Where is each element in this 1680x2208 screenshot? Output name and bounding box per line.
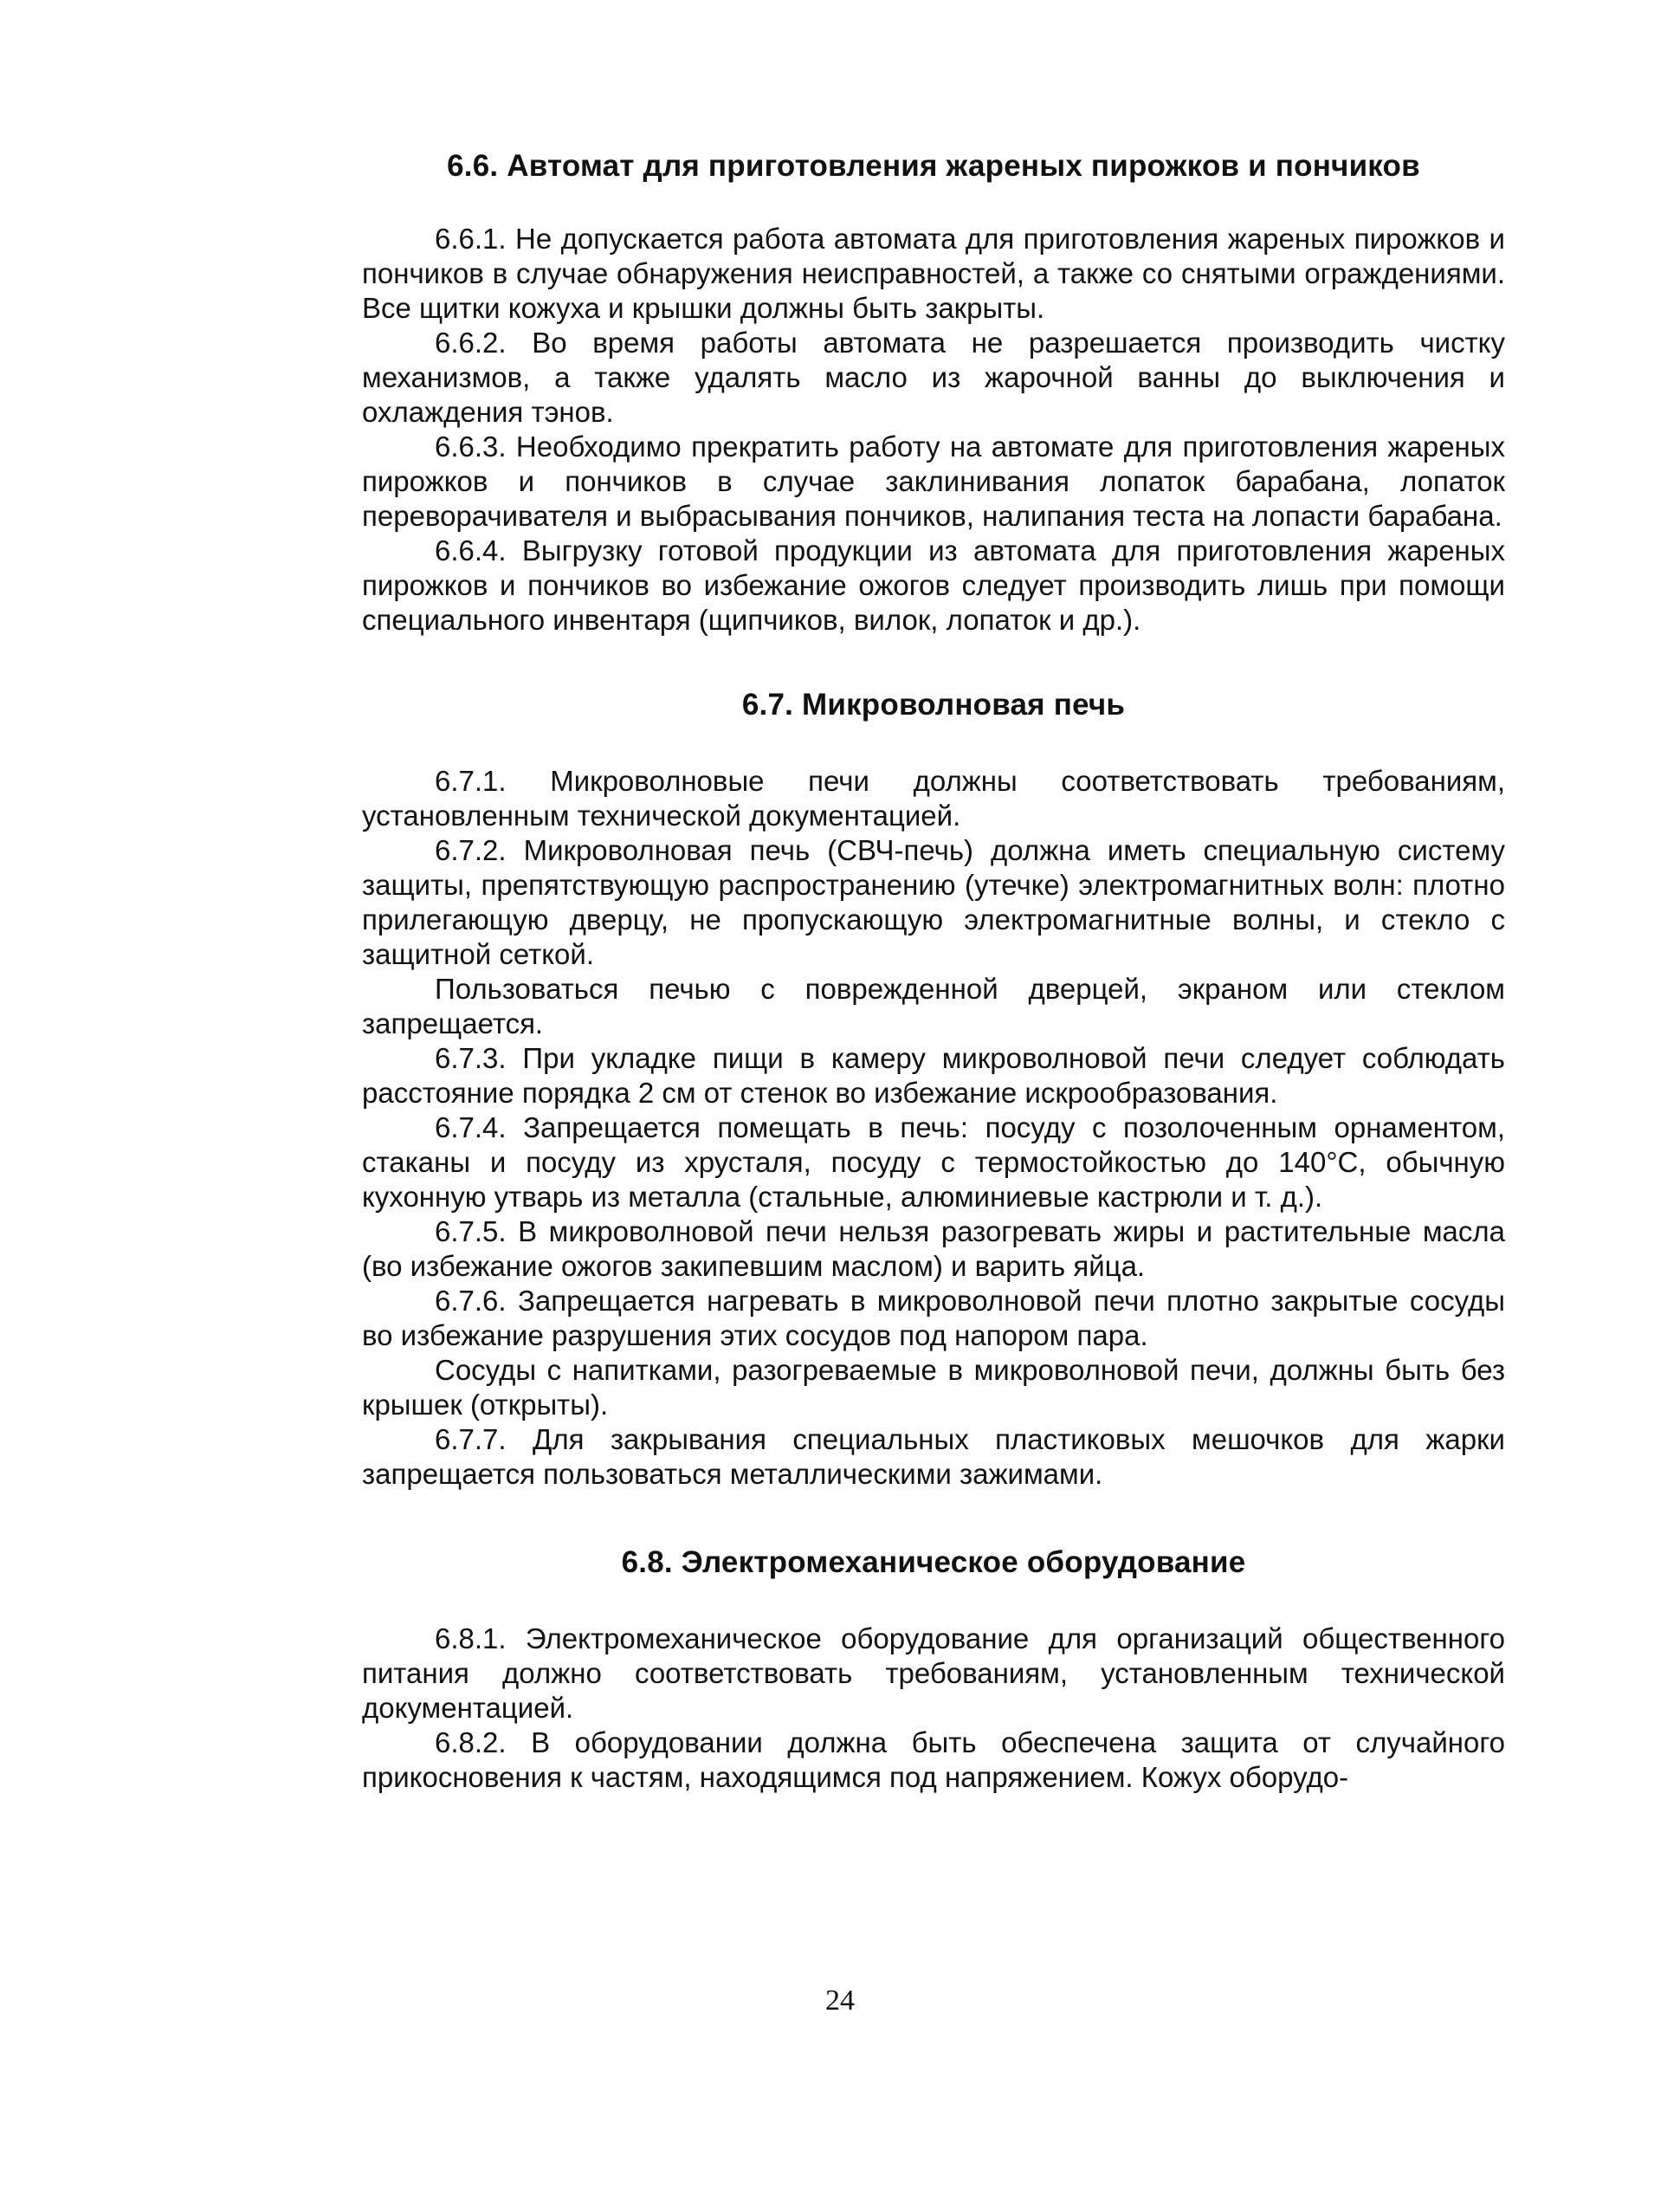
paragraph-6-7-6-note: Сосуды с напитками, разогреваемые в микроволновой печи, должны быть без крышек (открыты). [362, 1354, 1505, 1421]
paragraph-6-8-2: 6.8.2. В оборудовании должна быть обеспечена защита от случайного прикосновения к частям, находящимся под напряжением. Кожух оборудо- [362, 1726, 1505, 1793]
page-number: 24 [825, 1985, 855, 2017]
paragraph-6-7-7: 6.7.7. Для закрывания специальных пластиковых мешочков для жарки запрещается пользоваться металлическими зажимами. [362, 1423, 1505, 1490]
paragraph-6-7-2: 6.7.2. Микроволновая печь (СВЧ-печь) должна иметь специальную систему защиты, препятствующую распространению (утечке) электромагнитных волн: плотно прилегающую дверцу, не пропускающую электромагнитные волны, и стекло с защитной сеткой. [362, 834, 1505, 970]
paragraph-6-7-2-note: Пользоваться печью с поврежденной дверцей, экраном или стеклом запрещается. [362, 973, 1505, 1039]
section-heading-6-6: 6.6. Автомат для приготовления жареных пирожков и пончиков [447, 149, 1420, 183]
section-heading-6-7: 6.7. Микроволновая печь [741, 688, 1126, 722]
paragraph-6-6-1: 6.6.1. Не допускается работа автомата для приготовления жареных пирожков и пончиков в случае обнаружения неисправностей, а также со снятыми ограждениями. Все щитки кожуха и крышки должны быть закрыты. [362, 223, 1505, 324]
paragraph-6-6-3: 6.6.3. Необходимо прекратить работу на автомате для приготовления жареных пирожков и пончиков в случае заклинивания лопаток барабана, лопаток переворачивателя и выбрасывания пончиков, налипания теста на лопасти барабана. [362, 431, 1505, 532]
section-heading-6-8: 6.8. Электромеханическое оборудование [621, 1545, 1246, 1579]
paragraph-6-6-4: 6.6.4. Выгрузку готовой продукции из автомата для приготовления жареных пирожков и пончиков во избежание ожогов следует производить лишь при помощи специального инвентаря (щипчиков, вилок, лопаток и др.). [362, 534, 1505, 636]
paragraph-6-8-1: 6.8.1. Электромеханическое оборудование для организаций общественного питания должно соответствовать требованиям, установленным технической документацией. [362, 1622, 1505, 1724]
paragraph-6-7-3: 6.7.3. При укладке пищи в камеру микроволновой печи следует соблюдать расстояние порядка 2 см от стенок во избежание искрообразования. [362, 1042, 1505, 1109]
page-content [362, 147, 1505, 1795]
paragraph-6-7-6: 6.7.6. Запрещается нагревать в микроволновой печи плотно закрытые сосуды во избежание разрушения этих сосудов под напором пара. [362, 1285, 1505, 1351]
paragraph-6-7-5: 6.7.5. В микроволновой печи нельзя разогревать жиры и растительные масла (во избежание ожогов закипевшим маслом) и варить яйца. [362, 1215, 1505, 1282]
paragraph-6-7-4: 6.7.4. Запрещается помещать в печь: посуду с позолоченным орнаментом, стаканы и посуду из хрусталя, посуду с термостойкостью до 140°С, обычную кухонную утварь из металла (стальные, алюминиевые кастрюли и т. д.). [362, 1111, 1505, 1213]
paragraph-6-6-2: 6.6.2. Во время работы автомата не разрешается производить чистку механизмов, а также удалять масло из жарочной ванны до выключения и охлаждения тэнов. [362, 327, 1505, 428]
paragraph-6-7-1: 6.7.1. Микроволновые печи должны соответствовать требованиям, установленным технической документацией. [362, 765, 1505, 832]
